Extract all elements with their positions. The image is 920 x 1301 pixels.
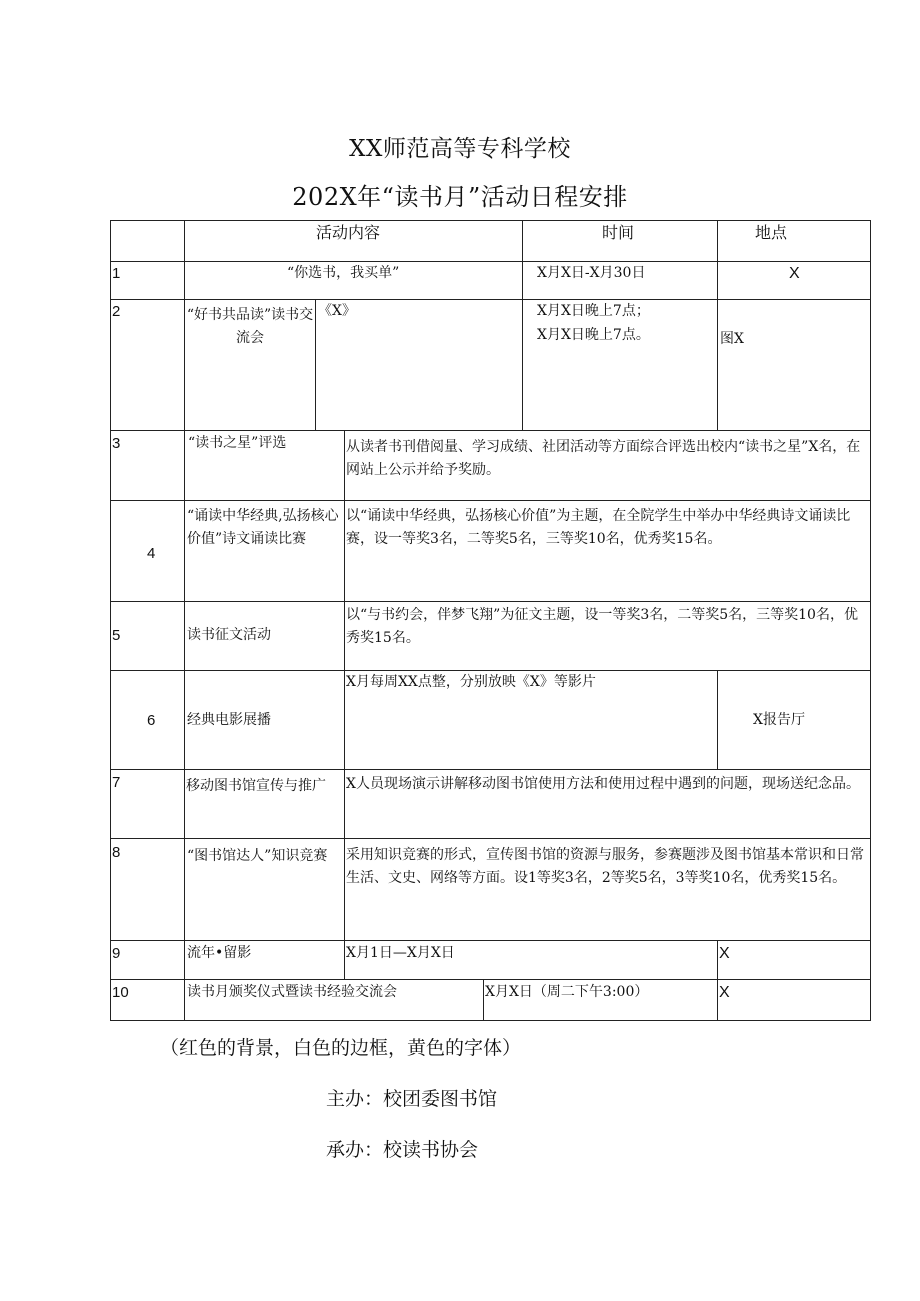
activity-place: X	[719, 945, 730, 962]
activity-time-1: X月X日晚上7点；	[537, 303, 650, 319]
organizer: 主办：校团委图书馆	[326, 1088, 498, 1110]
activity-name: “读书之星”评选	[188, 435, 287, 451]
header-content: 活动内容	[316, 225, 381, 242]
activity-place: X	[719, 984, 730, 1001]
activity-description: 以“诵读中华经典，弘扬核心价值”为主题，在全院学生中举办中华经典诗文诵读比赛，设一等奖3名，二等奖5名，三等奖10名，优秀奖15名。	[346, 508, 851, 547]
row-number: 5	[112, 627, 121, 644]
activity-place: 图X	[720, 331, 744, 347]
activity-name: “图书馆达人”知识竞赛	[187, 848, 328, 864]
activity-description: 从读者书刊借阅量、学习成绩、社团活动等方面综合评选出校内“读书之星”X名，在网站上公示并给予奖励。	[346, 439, 861, 478]
activity-time: X月X日-X月30日	[537, 265, 646, 281]
activity-name: 移动图书馆宣传与推广	[186, 778, 326, 794]
header-place: 地点	[755, 225, 788, 242]
row-number: 4	[147, 545, 156, 562]
design-note: （红色的背景，白色的边框，黄色的字体）	[160, 1037, 522, 1059]
activity-name: 读书征文活动	[187, 627, 271, 643]
activity-place: X	[789, 265, 800, 282]
row-number: 3	[112, 435, 121, 452]
school-name: XX师范高等专科学校	[349, 136, 571, 162]
activity-time-2: X月X日晚上7点。	[537, 327, 650, 343]
row-number: 10	[112, 984, 129, 1001]
activity-name: “诵读中华经典,弘扬核心价值”诗文诵读比赛	[187, 508, 339, 547]
page-title: 202X年“读书月”活动日程安排	[292, 183, 628, 211]
row-number: 2	[112, 303, 121, 320]
activity-description: X人员现场演示讲解移动图书馆使用方法和使用过程中遇到的问题，现场送纪念品。	[346, 776, 860, 792]
row-number: 7	[112, 774, 121, 791]
activity-place: X报告厅	[753, 712, 805, 728]
book-title: 《X》	[318, 303, 356, 319]
activity-name: 流年•留影	[187, 945, 252, 961]
co-organizer: 承办：校读书协会	[326, 1139, 479, 1161]
row-number: 8	[112, 844, 121, 861]
header-time: 时间	[602, 225, 635, 242]
activity-description: 以“与书约会，伴梦飞翔”为征文主题，设一等奖3名，二等奖5名，三等奖10名，优秀奖15名。	[346, 607, 858, 646]
activity-description: X月每周XX点整，分别放映《X》等影片	[346, 674, 596, 690]
activity-time: X月X日（周二下午3:00）	[485, 984, 649, 1000]
row-number: 9	[112, 945, 121, 962]
row-number: 1	[112, 265, 121, 282]
activity-name: “好书共品读”读书交流会	[186, 307, 314, 346]
activity-description: 采用知识竞赛的形式，宣传图书馆的资源与服务，参赛题涉及图书馆基本常识和日常生活、文史、网络等方面。设1等奖3名，2等奖5名，3等奖10名，优秀奖15名。	[346, 847, 864, 886]
row-number: 6	[147, 712, 156, 729]
activity-name: “你选书，我买单”	[287, 265, 400, 281]
activity-name: 读书月颁奖仪式暨读书经验交流会	[187, 984, 397, 1000]
activity-name: 经典电影展播	[187, 712, 271, 728]
activity-time: X月1日—X月X日	[346, 945, 455, 961]
